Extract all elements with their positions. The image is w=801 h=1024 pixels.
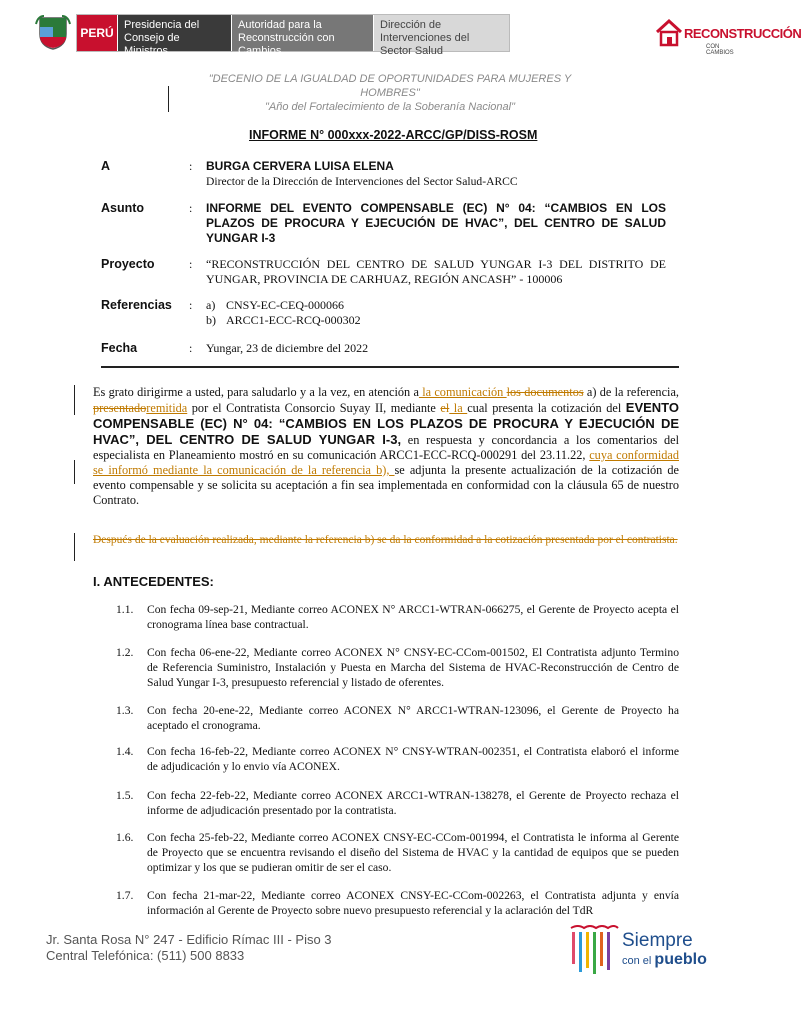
list-item-number: 1.4. [116, 745, 134, 758]
siempre-text: Siempre [622, 930, 693, 951]
list-item [116, 888, 679, 918]
list-item [116, 788, 679, 818]
list-item-number: 1.2. [116, 646, 134, 659]
reconstruccion-wordmark: RECONSTRUCCIÓN [684, 26, 801, 41]
address-line-2: Central Telefónica: (511) 500 8833 [46, 948, 245, 963]
inserted-text: cuya conformidad se informó mediante la comunicación de la referencia b), [93, 448, 679, 477]
meta-colon: : [189, 298, 193, 312]
subject-text: INFORME DEL EVENTO COMPENSABLE (EC) N° 04: “CAMBIOS EN LOS PLAZOS DE PROCURA Y EJECUCIÓN DE HVAC”, DEL CENTRO DE SALUD YUNGAR I-3 [206, 201, 666, 245]
body-paragraph-1: Es grato dirigirme a usted, para saludarlo y a la vez, en atención a la comunicación los documentos a) de la referencia, presentadoremitida por el Contratista Consorcio Suyay II, mediante el la cual presenta la cotización del EVENTO COMPENSABLE (EC) N° 04: “CAMBIOS EN LOS PLAZOS DE PROCURA Y EJECUCIÓN DE HVAC”, DEL CENTRO DE SALUD YUNGAR I-3, en respuesta y concordancia a los comentarios del especialista en Planeamiento mostró en su comunicación ARCC1-ECC-RCQ-000291 del 23.11.22, cuya conformidad se informó mediante la comunicación de la referencia b), se adjunta la presente actualización de la cotización de evento compensable y se solicita su aceptación a fin sea implementada en conformidad con la cláusula 65 de nuestro Contrato. [93, 385, 680, 507]
event-name: EVENTO COMPENSABLE (EC) N° 04: “CAMBIOS EN LOS PLAZOS DE PROCURA Y EJECUCIÓN DE HVAC”, DEL CENTRO DE SALUD YUNGAR I-3, [93, 400, 679, 447]
revision-bar [74, 533, 75, 561]
deleted-text: presentado [93, 401, 147, 415]
meta-colon: : [189, 341, 193, 355]
meta-label-referencias: Referencias [101, 298, 172, 312]
meta-row-fecha [101, 341, 671, 356]
meta-colon: : [189, 257, 193, 271]
peru-coat-of-arms-icon [36, 14, 70, 50]
government-banner [76, 14, 510, 57]
footer-address [46, 932, 332, 964]
list-item [116, 645, 679, 690]
meta-label-fecha: Fecha [101, 341, 138, 355]
list-item-text: Con fecha 06-ene-22, Mediante correo ACONEX N° CNSY-EC-CCom-001502, El Contratista adjunto Termino de Referencia Suministro, Instalación y Puesta en Marcha del Sistema de HVAC-Reconstrucción de Centro de Salud Yungar I-3, presupuesto referencial y listado de oferentes. [147, 646, 679, 689]
list-item [116, 602, 679, 632]
inserted-text: la comunicación [418, 385, 507, 399]
list-item-number: 1.7. [116, 889, 134, 902]
meta-row-a [101, 159, 671, 189]
con-el-pueblo-text: con el pueblo [622, 951, 707, 968]
reconstruccion-subtitle: CON CAMBIOS [706, 44, 734, 56]
list-item-number: 1.1. [116, 603, 134, 616]
deleted-text: el [440, 401, 450, 415]
house-icon [654, 18, 684, 48]
reconstruccion-logo [654, 12, 801, 58]
list-item-number: 1.6. [116, 831, 134, 844]
decenio-header [190, 72, 590, 114]
list-item-text: Con fecha 22-feb-22, Mediante correo ACONEX ARCC1-WTRAN-138278, el Gerente de Proyecto rechaza el informe de adjudicación presentado por la contratista. [147, 789, 679, 817]
meta-label-proyecto: Proyecto [101, 257, 155, 271]
colored-stripes-icon [568, 924, 618, 974]
direccion-label: Dirección de Intervenciones del Sector Salud [373, 15, 509, 51]
address-line-1: Jr. Santa Rosa N° 247 - Edificio Rímac III - Piso 3 [46, 932, 332, 947]
presidencia-label: Presidencia del Consejo de Ministros [117, 15, 231, 51]
recipient-role: Director de la Dirección de Intervenciones del Sector Salud-ARCC [206, 175, 518, 188]
list-item [116, 744, 679, 774]
inserted-text: la [449, 401, 468, 415]
deleted-text: Después de la evaluación realizada, mediante la referencia b) se da la conformidad a la cotización presentada por el contratista. [93, 534, 678, 546]
list-item-text: Con fecha 21-mar-22, Mediante correo ACONEX CNSY-EC-CCom-002263, el Contratista adjunta y envía información al Gerente de Proyecto sobre nuevo presupuesto referencial y la aclaración del TdR [147, 889, 679, 917]
decenio-line-2: "Año del Fortalecimiento de la Soberanía Nacional" [265, 101, 515, 113]
project-text: “RECONSTRUCCIÓN DEL CENTRO DE SALUD YUNGAR I-3 DEL DISTRITO DE YUNGAR, PROVINCIA DE CARHUAZ, REGIÓN ANCASH” - 100006 [206, 257, 666, 286]
revision-bar [74, 385, 75, 415]
meta-label-a: A [101, 159, 111, 173]
references-list [206, 298, 671, 328]
list-item-text: Con fecha 25-feb-22, Mediante correo ACONEX CNSY-EC-CCom-001994, el Contratista le informa al Gerente de Proyecto que se encuentra revisando el diseño del Sistema de HVAC y la cantidad de equipos que se pueden optimizar y los que se pudieran omitir de ser el caso. [147, 831, 679, 874]
reference-b: b) ARCC1-ECC-RCQ-000302 [206, 313, 361, 327]
meta-label-asunto: Asunto [101, 201, 145, 215]
meta-row-referencias [101, 298, 671, 328]
revision-bar [74, 460, 75, 484]
revision-bar [168, 86, 169, 112]
list-item-text: Con fecha 09-sep-21, Mediante correo ACONEX N° ARCC1-WTRAN-066275, el Gerente de Proyecto acepta el cronograma línea base contractual. [147, 603, 679, 631]
list-item [116, 703, 679, 733]
body-paragraph-2 [93, 533, 679, 547]
autoridad-label: Autoridad para la Reconstrucción con Cambios [231, 15, 373, 51]
list-item-number: 1.3. [116, 704, 134, 717]
divider [101, 366, 679, 368]
meta-colon: : [189, 201, 193, 215]
decenio-line-1: "DECENIO DE LA IGUALDAD DE OPORTUNIDADES PARA MUJERES Y HOMBRES" [208, 73, 572, 99]
meta-row-asunto [101, 201, 666, 246]
meta-value-a [206, 159, 671, 189]
siempre-con-el-pueblo-logo [568, 924, 718, 974]
list-item-text: Con fecha 16-feb-22, Mediante correo ACONEX N° CNSY-WTRAN-002351, el Contratista elaboró el informe de adjudicación y lo envio vía ACONEX. [147, 745, 679, 773]
meta-row-proyecto [101, 257, 666, 287]
deleted-text: los documentos [506, 385, 584, 399]
letterhead [0, 8, 801, 64]
inserted-text: remitida [146, 401, 188, 415]
list-item-number: 1.5. [116, 789, 134, 802]
section-heading: I. ANTECEDENTES: [93, 574, 214, 589]
date-text: Yungar, 23 de diciembre del 2022 [206, 341, 369, 355]
reference-a: a) CNSY-EC-CEQ-000066 [206, 298, 345, 312]
recipient-name: BURGA CERVERA LUISA ELENA [206, 159, 394, 173]
list-item [116, 830, 679, 875]
peru-label: PERÚ [77, 15, 117, 51]
meta-colon: : [189, 159, 193, 173]
document-title: INFORME N° 000xxx-2022-ARCC/GP/DISS-ROSM [249, 128, 538, 142]
list-item-text: Con fecha 20-ene-22, Mediante correo ACONEX N° ARCC1-WTRAN-123096, el Gerente de Proyecto ha aceptado el cronograma. [147, 704, 679, 732]
